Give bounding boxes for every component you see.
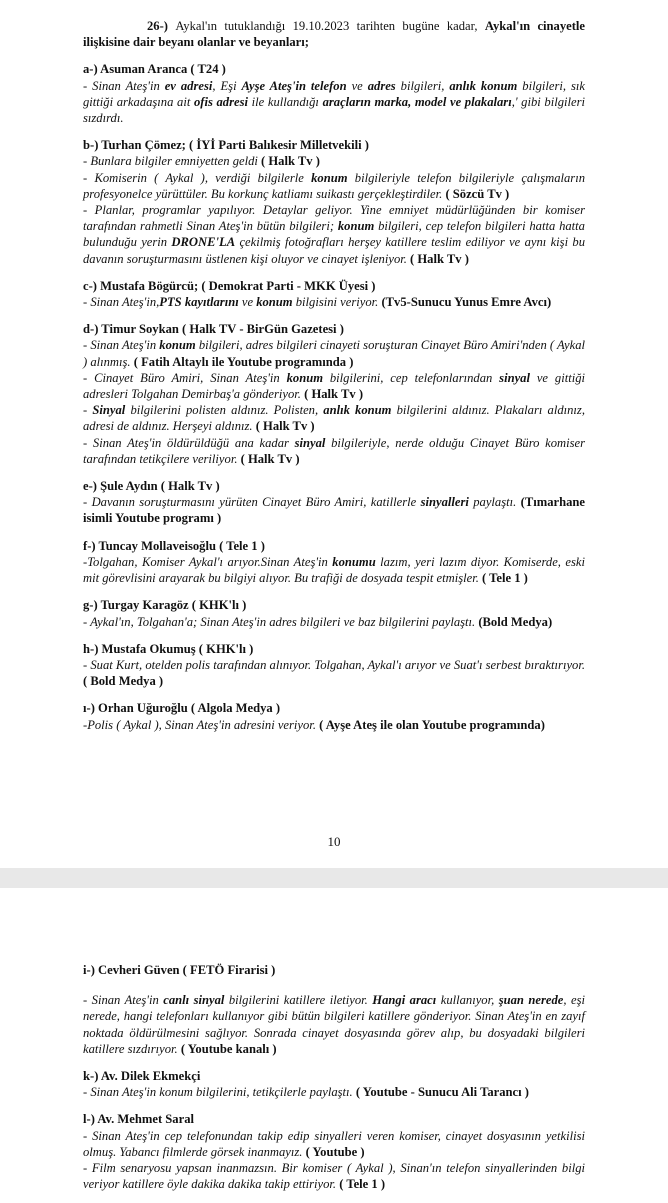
statement-quote: - Sinan Ateş'in ev adresi, Eşi Ayşe Ateş'in telefon ve adres bilgileri, anlık konum bilgileri, sık gittiği arkadaşına ait ofis adresi ile kullandığı araçların marka, model ve plakaları,' gibi bilgileri sızdırdı.: [83, 78, 585, 126]
statement-quote: - Suat Kurt, otelden polis tarafından alınıyor. Tolgahan, Aykal'ı arıyor ve Suat'ı serbest bıraktırıyor. ( Bold Medya ): [83, 657, 585, 689]
statement-section: [83, 321, 585, 467]
statement-header: b-) Turhan Çömez; ( İYİ Parti Balıkesir Milletvekili ): [83, 138, 369, 153]
spacer: [83, 978, 585, 992]
statement-quote: - Aykal'ın, Tolgahan'a; Sinan Ateş'in adres bilgileri ve baz bilgilerini paylaştı. (Bold Medya): [83, 614, 553, 629]
statement-quote: - Sinan Ateş'in canlı sinyal bilgilerini katillere iletiyor. Hangi aracı kullanıyor, şuan nerede, eşi nerede, hangi telefonları kullanıyor gibi bütün bilgileri katillere gönderiyor. Sinan Ateş'in en zayıf noktada öldürülmesini sağlıyor. Sonrada cinayet dosyasında görev alıp, bu dosyadaki bilgileri katillere sızdırıyor. ( Youtube kanalı ): [83, 993, 585, 1056]
statement-section: [83, 700, 585, 732]
statement-section: [83, 962, 585, 1057]
statement-quote: -Tolgahan, Komiser Aykal'ı arıyor.Sinan Ateş'in konumu lazım, yeri lazım diyor. Komiserde, eski mit görevlisini arayarak bu bilgiyi alıyor. Bu trafiği de dosyada tespit etmişler. ( Tele 1 ): [83, 554, 585, 586]
statement-section: [83, 538, 585, 587]
statement-quote: - Sinan Ateş'in konum bilgileri, adres bilgileri cinayeti soruşturan Cinayet Büro Amiri'nden ( Aykal ) alınmış. ( Fatih Altaylı ile Youtube programında ): [83, 338, 585, 369]
statement-quote: - Sinan Ateş'in cep telefonundan takip edip sinyalleri veren komiser, cinayet dosyasının yetkilisi olmuş. Yabancı filmlerde görsek inanmayız. ( Youtube ): [83, 1128, 585, 1159]
statement-header: h-) Mustafa Okumuş ( KHK'lı ): [83, 641, 254, 656]
statement-header: l-) Av. Mehmet Saral: [83, 1112, 194, 1127]
statement-header: e-) Şule Aydın ( Halk Tv ): [83, 479, 220, 494]
statement-header: a-) Asuman Aranca ( T24 ): [83, 62, 226, 77]
statement-section: [83, 478, 585, 527]
statement-section: [83, 597, 585, 629]
statement-list: [83, 962, 585, 1192]
statement-section: [83, 61, 585, 126]
page-separator: [0, 868, 668, 888]
statement-quote: - Cinayet Büro Amiri, Sinan Ateş'in konum bilgilerini, cep telefonlarından sinyal ve gittiği adresleri Tolgahan Demirbaş'a gönderiyor. ( Halk Tv ): [83, 370, 585, 402]
section-intro: 26-) Aykal'ın tutuklandığı 19.10.2023 tarihten bugüne kadar, Aykal'ın cinayetle ilişkisine dair beyanı olanlar ve beyanları;: [83, 19, 585, 50]
document-page-11: [0, 888, 668, 1200]
page-number: 10: [327, 834, 341, 849]
statement-section: [83, 137, 585, 267]
statement-header: g-) Turgay Karagöz ( KHK'lı ): [83, 598, 247, 613]
page-content: [83, 18, 585, 744]
statement-quote: - Sinan Ateş'in öldürüldüğü ana kadar sinyal bilgileriyle, nerde olduğu Cinayet Büro komiser tarafından tetikçilere veriliyor. ( Halk Tv ): [83, 435, 585, 466]
statement-quote: - Planlar, programlar yapılıyor. Detaylar geliyor. Yine emniyet müdürlüğünden bir komiser tarafından rahmetli Sinan Ateş'in bütün bilgileri; konum bilgileri, cep telefon bilgileri hatta hatta bulunduğu yerin DRONE'LA çekilmiş fotoğrafları herşey katillere teslim ediliyor ve aynı kişi bu davanın soruşturmasını üstlenen kişi oluyor ve cinayet işleniyor. ( Halk Tv ): [83, 203, 585, 266]
statement-section: [83, 1111, 585, 1192]
statement-quote: - Film senaryosu yapsan inanmazsın. Bir komiser ( Aykal ), Sinan'ın telefon sinyallerinden bilgi veriyor katillere öyle dakika dakika takip ettiriyor. ( Tele 1 ): [83, 1161, 585, 1192]
statement-section: [83, 1068, 585, 1100]
statement-quote: - Sinan Ateş'in,PTS kayıtlarını ve konum bilgisini veriyor. (Tv5-Sunucu Yunus Emre Avcı): [83, 295, 552, 310]
statement-quote: - Sinyal bilgilerini polisten aldınız. Polisten, anlık konum bilgilerini aldınız. Plakaları aldınız, adresi de aldınız. Herşeyi aldınız. ( Halk Tv ): [83, 403, 585, 434]
statement-header: k-) Av. Dilek Ekmekçi: [83, 1069, 201, 1084]
statement-quote: -Polis ( Aykal ), Sinan Ateş'in adresini veriyor. ( Ayşe Ateş ile olan Youtube programında): [83, 717, 545, 732]
statement-header: ı-) Orhan Uğuroğlu ( Algola Medya ): [83, 701, 281, 716]
statement-list: [83, 61, 585, 732]
statement-header: c-) Mustafa Bögürcü; ( Demokrat Parti - MKK Üyesi ): [83, 278, 376, 293]
page-content: [83, 962, 585, 1203]
statement-quote: - Sinan Ateş'in konum bilgilerini, tetikçilerle paylaştı. ( Youtube - Sunucu Ali Tarancı ): [83, 1085, 529, 1100]
statement-header: d-) Timur Soykan ( Halk TV - BirGün Gazetesi ): [83, 322, 344, 337]
statement-header: i-) Cevheri Güven ( FETÖ Firarisi ): [83, 963, 276, 977]
statement-section: [83, 641, 585, 690]
statement-header: f-) Tuncay Mollaveisoğlu ( Tele 1 ): [83, 538, 265, 553]
statement-quote: - Komiserin ( Aykal ), verdiği bilgilerle konum bilgileriyle telefon bilgileriyle çalışmaların profesyonelce yürüttüler. Bu korkunç katliamı suikastı gerçekleştirdiler. ( Sözcü Tv ): [83, 170, 585, 201]
statement-quote: - Bunlara bilgiler emniyetten geldi ( Halk Tv ): [83, 154, 320, 169]
statement-section: [83, 278, 585, 310]
statement-quote: - Davanın soruşturmasını yürüten Cinayet Büro Amiri, katillerle sinyalleri paylaştı. (Tımarhane isimli Youtube programı ): [83, 495, 586, 526]
